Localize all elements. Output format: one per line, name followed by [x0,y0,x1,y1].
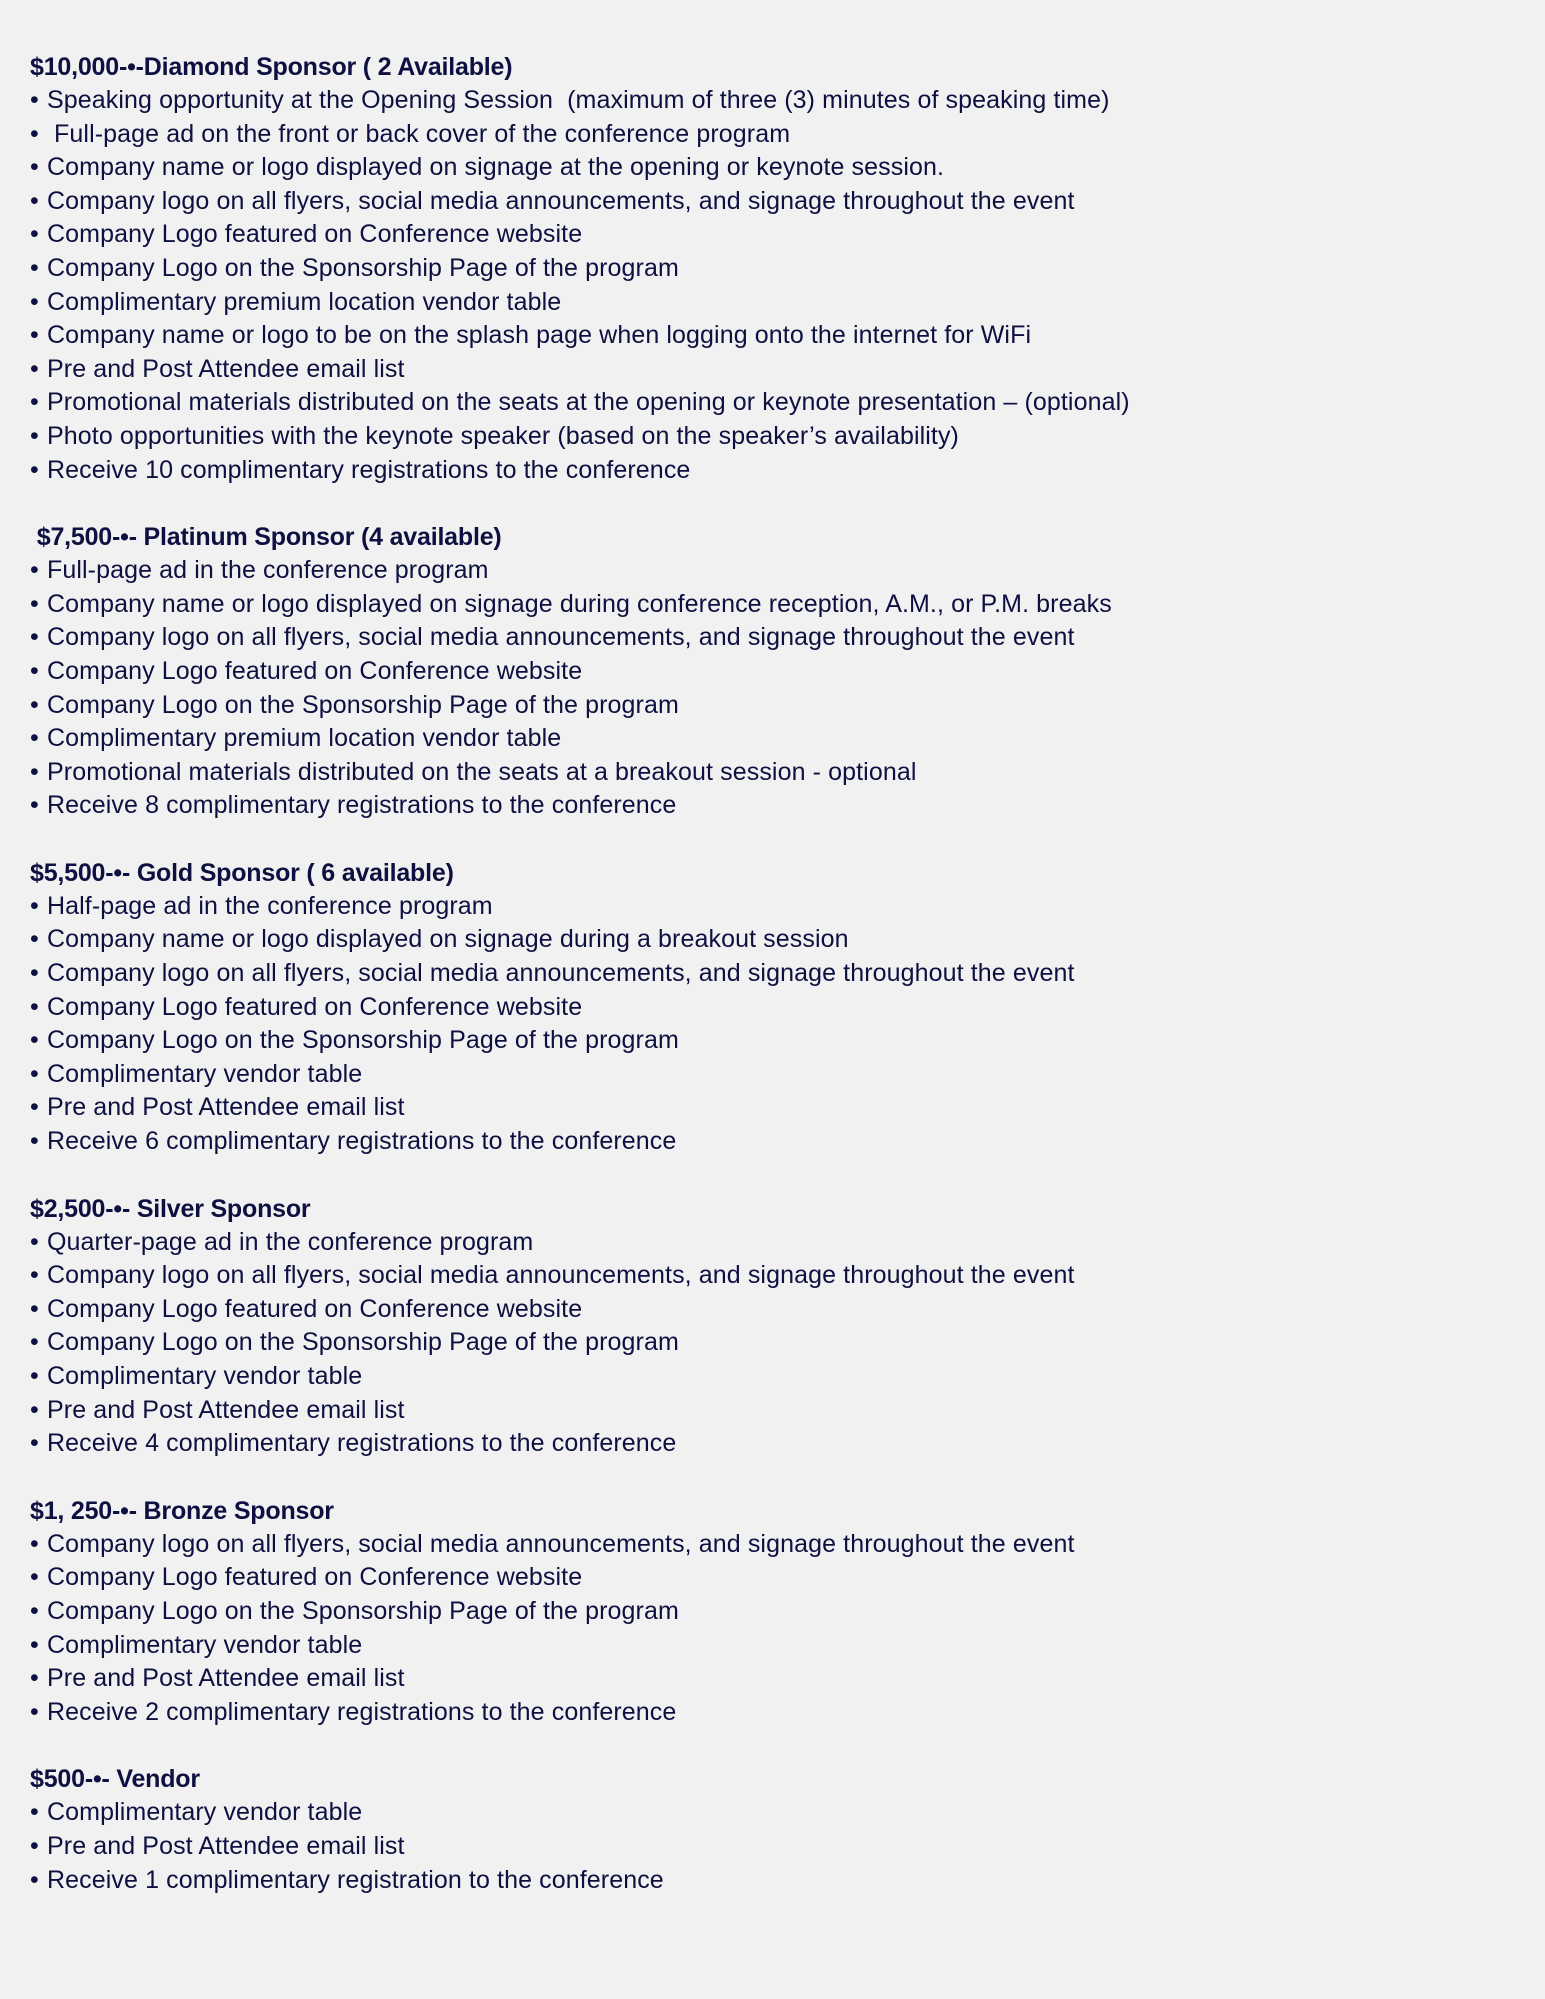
tier-heading: $1, 250-•- Bronze Sponsor [30,1496,334,1525]
benefit-item [30,1595,1510,1629]
benefit-item [30,1058,1510,1092]
benefit-item [30,1561,1510,1595]
bullet-icon: • [30,1529,39,1558]
benefit-item [30,151,1510,185]
bullet-icon: • [30,1831,39,1860]
benefit-item [30,722,1510,756]
benefit-text: Complimentary premium location vendor table [47,724,562,753]
benefit-item [30,353,1510,387]
bullet-icon: • [30,119,39,148]
benefit-text: Quarter-page ad in the conference program [47,1227,534,1256]
benefit-item [30,1259,1510,1293]
benefit-text: Company logo on all flyers, social media announcements, and signage throughout the event [47,623,1075,652]
bullet-icon: • [30,1328,39,1357]
bullet-icon: • [30,959,39,988]
benefit-text: Promotional materials distributed on the seats at the opening or keynote presentation – (optional) [47,388,1130,417]
benefit-item [30,386,1510,420]
sponsorship-document [30,50,1510,1930]
benefit-text: Speaking opportunity at the Opening Session (maximum of three (3) minutes of speaking time) [47,86,1110,114]
benefit-text: Company Logo on the Sponsorship Page of the program [47,1596,679,1625]
benefit-text: Company Logo featured on Conference website [47,1563,583,1592]
benefit-item [30,621,1510,655]
bullet-icon: • [30,1059,39,1088]
bullet-icon: • [30,1798,39,1827]
bullet-icon: • [30,1865,39,1894]
benefit-item [30,588,1510,622]
benefit-text: Company name or logo displayed on signage during conference reception, A.M., or P.M. breaks [47,589,1112,618]
benefit-item [30,1394,1510,1428]
benefit-item [30,84,1510,118]
benefit-text: Complimentary premium location vendor table [47,287,562,316]
bullet-icon: • [30,220,39,249]
bullet-icon: • [30,1630,39,1659]
benefit-text: Company Logo featured on Conference website [47,220,583,249]
benefit-item [30,1696,1510,1730]
bullet-icon: • [30,1429,39,1458]
benefit-text: Receive 10 complimentary registrations to the conference [47,455,691,484]
bullet-icon: • [30,1127,39,1156]
benefit-text: Company Logo on the Sponsorship Page of the program [47,1328,679,1357]
bullet-icon: • [30,1261,39,1290]
benefit-text: Pre and Post Attendee email list [47,1664,405,1693]
benefit-text: Company name or logo displayed on signage during a breakout session [47,925,849,954]
bullet-icon: • [30,1697,39,1726]
benefit-item [30,1427,1510,1461]
bullet-icon: • [30,690,39,719]
tier-platinum [30,520,1510,823]
benefit-item [30,1293,1510,1327]
bullet-icon: • [30,757,39,786]
tier-silver [30,1192,1510,1461]
benefit-item [30,991,1510,1025]
benefit-item [30,1125,1510,1159]
bullet-icon: • [30,1026,39,1055]
bullet-icon: • [30,253,39,282]
benefit-item [30,1528,1510,1562]
bullet-icon: • [30,421,39,450]
benefit-item [30,420,1510,454]
benefit-item [30,319,1510,353]
benefit-item [30,185,1510,219]
benefit-text: Company Logo featured on Conference website [47,656,583,685]
benefit-item [30,890,1510,924]
benefit-item [30,1662,1510,1696]
bullet-icon: • [30,623,39,652]
bullet-icon: • [30,656,39,685]
tier-gold [30,856,1510,1159]
benefit-text: Company Logo on the Sponsorship Page of the program [47,1026,679,1055]
tier-heading: $5,500-•- Gold Sponsor ( 6 available) [30,858,454,887]
benefit-text: Company logo on all flyers, social media announcements, and signage throughout the event [47,1261,1075,1290]
bullet-icon: • [30,1563,39,1592]
benefit-text: Pre and Post Attendee email list [47,1395,405,1424]
bullet-icon: • [30,925,39,954]
benefit-text: Pre and Post Attendee email list [47,1093,405,1122]
tier-heading: $7,500-•- Platinum Sponsor (4 available) [30,523,502,552]
benefit-text: Company Logo on the Sponsorship Page of the program [47,253,679,282]
benefit-item [30,218,1510,252]
bullet-icon: • [30,1664,39,1693]
benefit-text: Pre and Post Attendee email list [47,1831,405,1860]
bullet-icon: • [30,354,39,383]
bullet-icon: • [30,1093,39,1122]
tier-heading: $10,000-•-Diamond Sponsor ( 2 Available) [30,53,513,81]
benefit-item [30,1226,1510,1260]
tier-heading: $500-•- Vendor [30,1765,200,1794]
benefit-item [30,1360,1510,1394]
tier-vendor [30,1762,1510,1897]
bullet-icon: • [30,455,39,484]
bullet-icon: • [30,388,39,417]
benefit-item [30,1796,1510,1830]
bullet-icon: • [30,556,39,585]
bullet-icon: • [30,321,39,350]
bullet-icon: • [30,186,39,215]
benefit-text: Company logo on all flyers, social media announcements, and signage throughout the event [47,1529,1075,1558]
benefit-text: Full-page ad on the front or back cover of the conference program [47,119,791,148]
benefit-item [30,1326,1510,1360]
bullet-icon: • [30,589,39,618]
benefit-item [30,655,1510,689]
tier-heading: $2,500-•- Silver Sponsor [30,1194,311,1223]
benefit-text: Receive 1 complimentary registration to the conference [47,1865,664,1894]
benefit-text: Receive 6 complimentary registrations to the conference [47,1127,677,1156]
benefit-text: Company Logo on the Sponsorship Page of the program [47,690,679,719]
benefit-item [30,923,1510,957]
benefit-text: Company Logo featured on Conference website [47,992,583,1021]
bullet-icon: • [30,1362,39,1390]
bullet-icon: • [30,1227,39,1256]
benefit-text: Company logo on all flyers, social media announcements, and signage throughout the event [47,959,1075,988]
benefit-text: Complimentary vendor table [47,1059,363,1088]
benefit-text: Company name or logo to be on the splash page when logging onto the internet for WiFi [47,321,1032,350]
benefit-item [30,689,1510,723]
benefit-item [30,1024,1510,1058]
benefit-text: Promotional materials distributed on the seats at a breakout session - optional [47,757,917,786]
benefit-item [30,756,1510,790]
benefit-text: Photo opportunities with the keynote speaker (based on the speaker’s availability) [47,421,959,450]
benefit-text: Company name or logo displayed on signage at the opening or keynote session. [47,153,945,182]
benefit-item [30,1830,1510,1864]
benefit-item [30,252,1510,286]
benefit-text: Full-page ad in the conference program [47,556,489,585]
benefit-item [30,118,1510,152]
bullet-icon: • [30,791,39,820]
bullet-icon: • [30,1596,39,1625]
benefit-item [30,1629,1510,1663]
bullet-icon: • [30,1395,39,1424]
benefit-text: Complimentary vendor table [47,1798,363,1827]
bullet-icon: • [30,1294,39,1323]
benefit-text: Receive 2 complimentary registrations to the conference [47,1697,677,1726]
bullet-icon: • [30,891,39,920]
benefit-text: Half-page ad in the conference program [47,891,493,920]
benefit-item [30,1864,1510,1898]
benefit-item [30,286,1510,320]
bullet-icon: • [30,287,39,316]
benefit-text: Receive 4 complimentary registrations to the conference [47,1429,677,1458]
bullet-icon: • [30,86,39,114]
bullet-icon: • [30,153,39,182]
benefit-text: Complimentary vendor table [47,1630,363,1659]
benefit-text: Company logo on all flyers, social media announcements, and signage throughout the event [47,186,1075,215]
bullet-icon: • [30,992,39,1021]
benefit-item [30,454,1510,488]
benefit-text: Pre and Post Attendee email list [47,354,405,383]
benefit-item [30,554,1510,588]
benefit-text: Complimentary vendor table [47,1362,363,1390]
benefit-item [30,789,1510,823]
benefit-item [30,957,1510,991]
benefit-text: Company Logo featured on Conference website [47,1294,583,1323]
tier-bronze [30,1494,1510,1730]
benefit-text: Receive 8 complimentary registrations to the conference [47,791,677,820]
bullet-icon: • [30,724,39,753]
tier-diamond [30,50,1510,487]
benefit-item [30,1091,1510,1125]
